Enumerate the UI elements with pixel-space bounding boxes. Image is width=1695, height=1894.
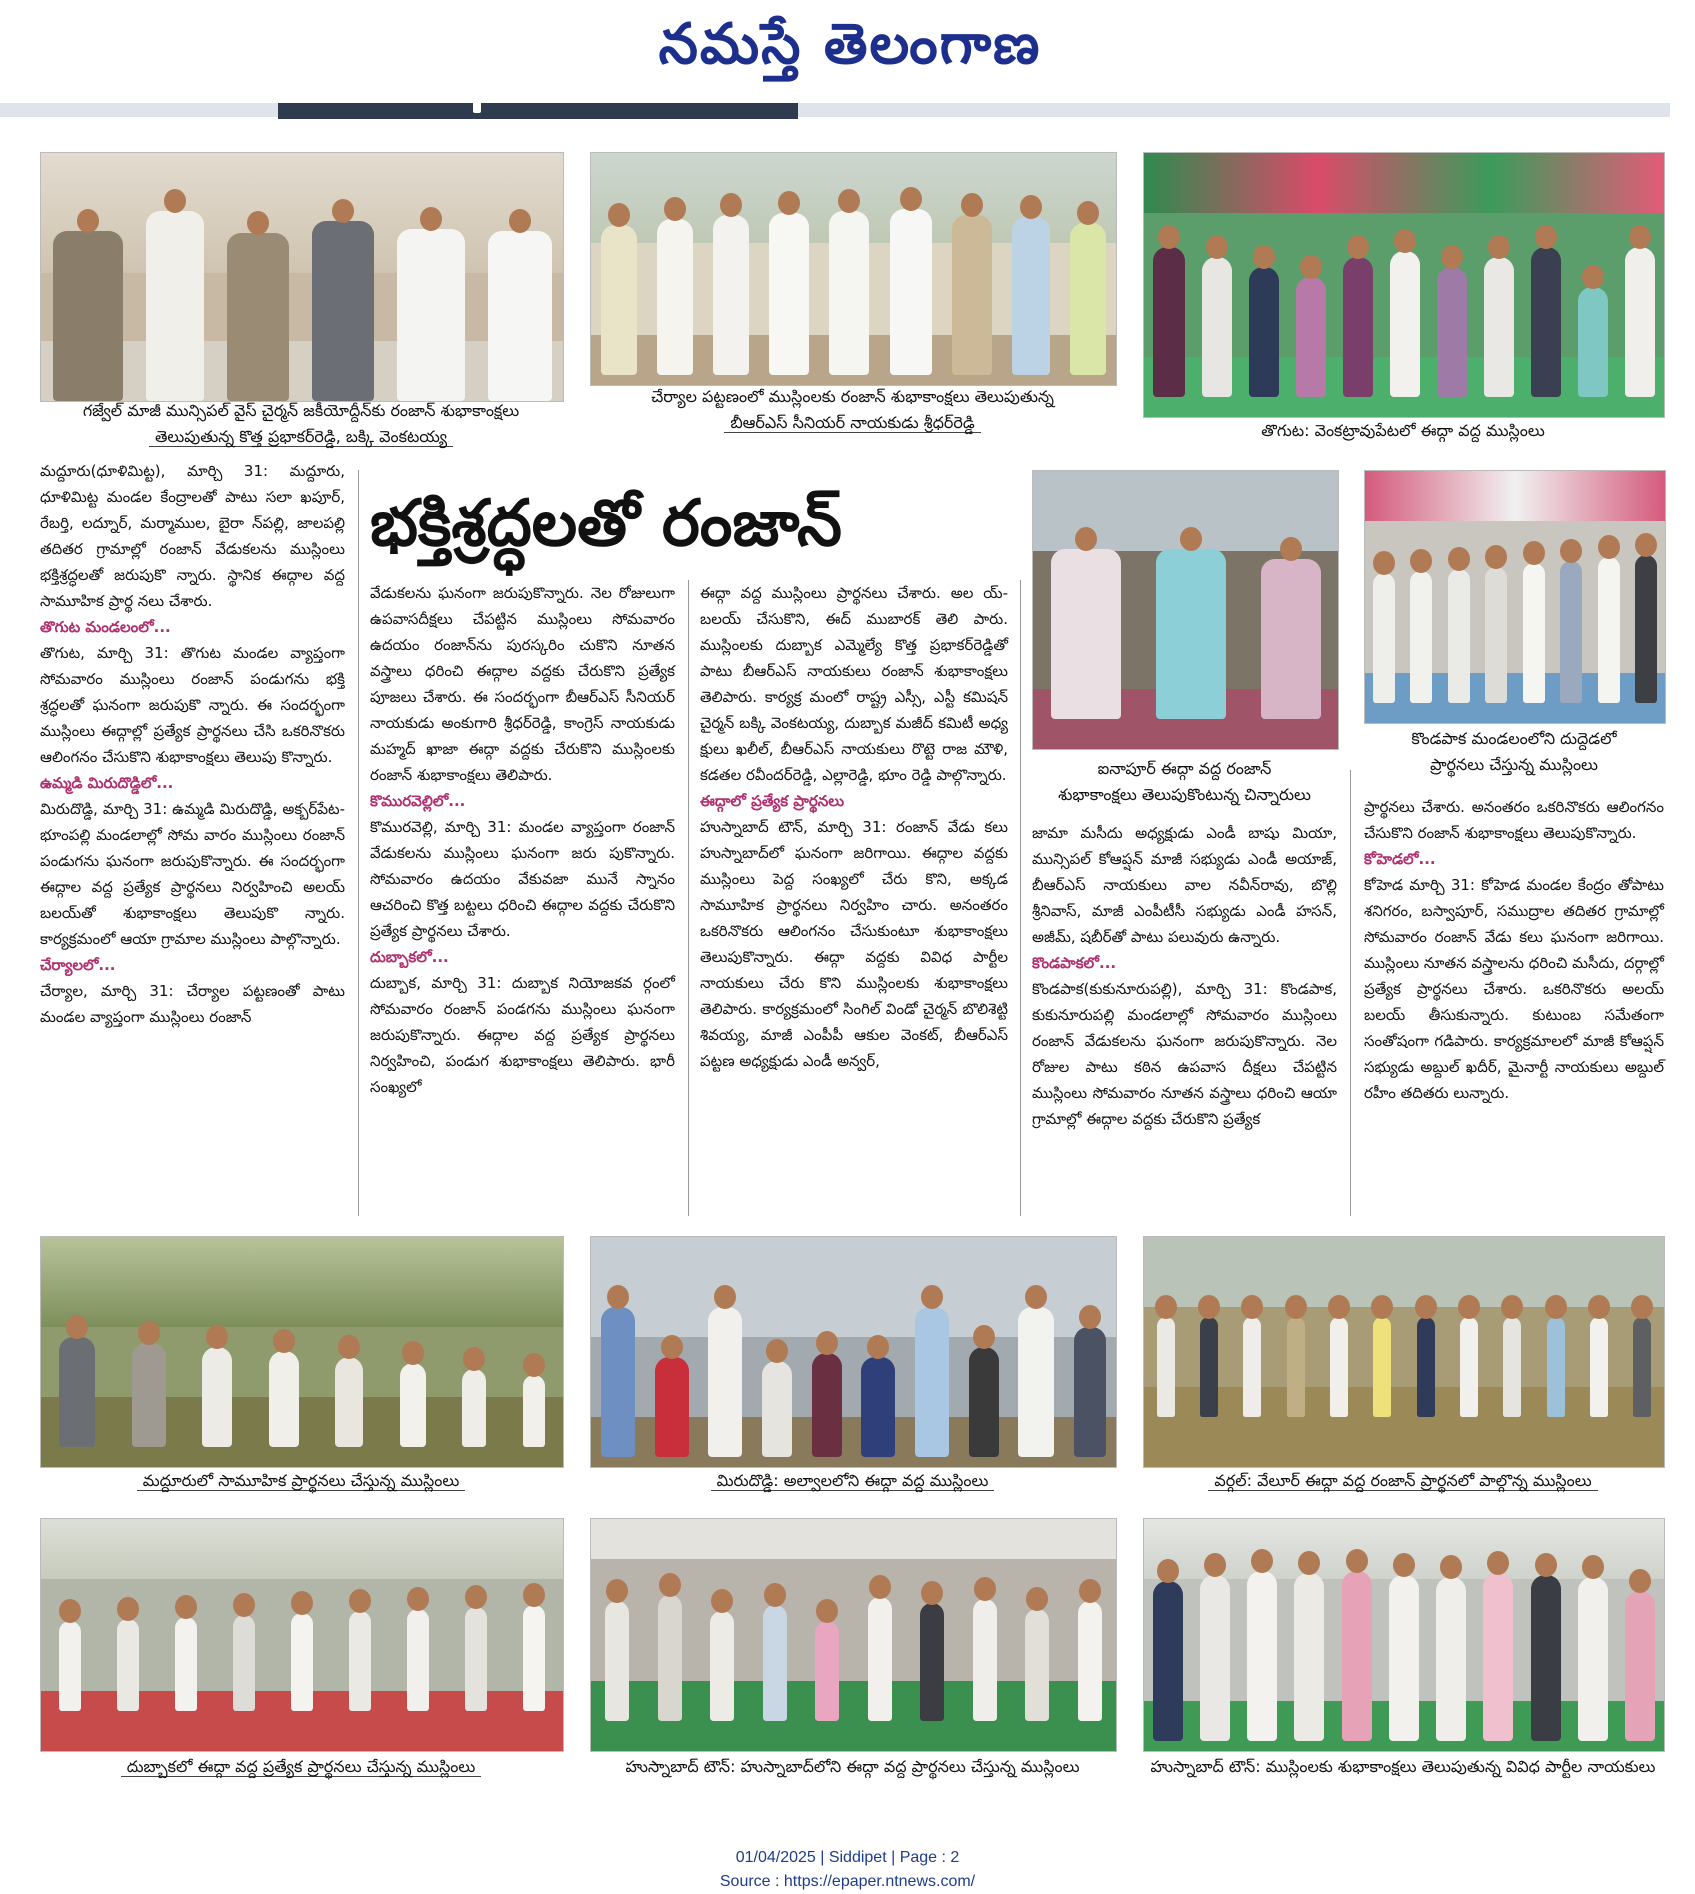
footer-source-link[interactable]: Source : https://epaper.ntnews.com/ xyxy=(719,1873,976,1890)
section-subhead: కోహెడలో... xyxy=(1364,850,1436,868)
photo-toguta-eidgah xyxy=(1143,152,1665,418)
article-paragraph: తొగుట, మార్చి 31: తొగుట మండల వ్యాప్తంగా సోమవారం ముస్లింలు రంజాన్ పండుగను భక్తి శ్రద్ధలతో ఘనంగా జరుపుకొ న్నారు. ఈ సందర్భంగా ముస్లింలు ఈద్గాల్లో ప్రత్యేక ప్రార్థనలు చేసి ఒకరినొకరు ఆలింగనం చేసుకొని శుభాకాంక్షలు తెలుపు కొన్నారు. xyxy=(40,644,345,766)
caption-dubbaka: దుబ్బాకలో ఈద్గా వద్ద ప్రత్యేక ప్రార్థనలు చేస్తున్న ముస్లింలు xyxy=(40,1754,562,1780)
article-paragraph: వేడుకలను ఘనంగా జరుపుకొన్నారు. నెల రోజులుగా ఉపవాసదీక్షలు చేపట్టిన ముస్లింలు సోమవారం ఉదయం రంజాన్‌ను పురస్కరిం చుకొని నూతన వస్త్రాలు ధరించి ఈద్గాల వద్దకు చేరుకొని ప్రత్యేక పూజలు చేశారు. ఈ సందర్భంగా బీఆర్‌ఎస్ సీనియర్ నాయకుడు అంకుగారి శ్రీధర్‌రెడ్డి, కాంగ్రెస్ నాయకుడు మహ్మద్ ఖాజా ఈద్గా వద్దకు చేరుకొని ముస్లింలకు రంజాన్ శుభాకాంక్షలు తెలిపారు. xyxy=(370,584,675,784)
article-paragraph: జామా మసీదు అధ్యక్షుడు ఎండీ బాషు మియా, మున్సిపల్ కోఆప్షన్ మాజీ సభ్యుడు ఎండీ అయాజ్, బీఆర్‌ఎస్ నాయకులు వాల నవీన్‌రావు, బొల్లి శ్రీనివాస్, మాజీ ఎంపీటీసీ సభ్యుడు ఎండీ హసన్, అజీమ్, షబీర్‌తో పాటు పలువురు ఉన్నారు. xyxy=(1032,824,1337,946)
photo-husnabad-eidgah xyxy=(590,1518,1117,1752)
masthead-logo: నమస్తే తెలంగాణ xyxy=(658,11,1042,77)
article-paragraph: చేర్యాల, మార్చి 31: చేర్యాల పట్టణంతో పాటు మండల వ్యాప్తంగా ముస్లింలు రంజాన్ xyxy=(40,982,345,1026)
column-divider xyxy=(688,580,689,1216)
photo-maddur-prayer xyxy=(40,1236,564,1468)
photo-duddeda-prayer xyxy=(1364,470,1666,724)
article-column-5 xyxy=(1364,794,1664,1214)
caption-duddeda: కొండపాక మండలంలోని దుద్దెడలో ప్రార్థనలు చేస్తున్న ముస్లింలు xyxy=(1411,729,1617,774)
article-column-1 xyxy=(40,458,345,1216)
article-column-2 xyxy=(370,580,675,1216)
column-divider xyxy=(358,470,359,1216)
caption-maddur: మద్దూరులో సామూహిక ప్రార్థనలు చేస్తున్న ముస్లింలు xyxy=(40,1468,562,1494)
article-paragraph: దుబ్బాక, మార్చి 31: దుబ్బాక నియోజకవ ర్గంలో సోమవారం రంజాన్ పండగను ముస్లింలు ఘనంగా జరుపుకొన్నారు. ఈద్గాల వద్ద ప్రత్యేక ప్రార్థనలు నిర్వహించి, పండుగ శుభాకాంక్షలు తెలిపారు. భారీ సంఖ్యలో xyxy=(370,974,675,1096)
photo-inapur-children xyxy=(1032,470,1339,750)
photo-dubbaka-prayer xyxy=(40,1518,564,1752)
header-rule xyxy=(0,103,1670,117)
photo-gajwel-greeting xyxy=(40,152,564,402)
caption-inapur: ఐనాపూర్ ఈద్గా వద్ద రంజాన్ శుభాకాంక్షలు తెలుపుకొంటున్న చిన్నారులు xyxy=(1058,759,1311,804)
photo-husnabad-leaders xyxy=(1143,1518,1665,1752)
caption-velur: వర్గల్: వేలూర్ ఈద్గా వద్ద రంజాన్ ప్రార్థనలో పాల్గొన్న ముస్లింలు xyxy=(1143,1468,1663,1494)
caption-husnabad-leaders: హుస్నాబాద్ టౌన్: ముస్లింలకు శుభాకాంక్షలు తెలుపుతున్న వివిధ పార్టీల నాయకులు xyxy=(1150,1757,1656,1776)
article-paragraph: ఈద్గా వద్ద ముస్లింలు ప్రార్థనలు చేశారు. అల య్-బలయ్ చేసుకొని, ఈద్ ముబారక్ తెలి పారు. ముస్లింలకు దుబ్బాక ఎమ్మెల్యే కొత్త ప్రభాకర్‌రెడ్డితో పాటు బీఆర్‌ఎస్ నాయకులు రంజాన్ శుభాకాంక్షలు తెలిపారు. కార్యక్ర మంలో రాష్ట్ర ఎస్సీ, ఎస్టీ కమిషన్ చైర్మన్ బక్కి వెంకటయ్య, దుబ్బాక మజీద్ కమిటీ అధ్య క్షులు ఖలీల్, బీఆర్‌ఎస్ నాయకులు రొట్టె రాజ మౌళి, కడతల రవీందర్‌రెడ్డి, ఎల్లారెడ్డి, భూం రెడ్డి పాల్గొన్నారు. xyxy=(700,584,1008,784)
caption-husnabad-prayer: హుస్నాబాద్ టౌన్: హుస్నాబాద్‌లోని ఈద్గా వద్ద ప్రార్థనలు చేస్తున్న ముస్లింలు xyxy=(625,1757,1080,1776)
article-column-3 xyxy=(700,580,1008,1216)
section-subhead: తొగుట మండలంలో... xyxy=(40,618,171,636)
article-paragraph: కొమురవెల్లి, మార్చి 31: మండల వ్యాప్తంగా రంజాన్ వేడుకలను ముస్లింలు ఘనంగా జరు పుకొన్నారు. సోమవారం ఉదయం వేకువజా మునే స్నానం ఆచరించి కొత్త బట్టలు ధరించి ఈద్గాల వద్దకు చేరుకొని ప్రత్యేక ప్రార్థనలు చేశారు. xyxy=(370,818,675,940)
caption-gajwel: గజ్వేల్ మాజీ మున్సిపల్ వైస్ చైర్మన్ జకీయోద్దీన్‌కు రంజాన్ శుభాకాంక్షలు తెలుపుతున్న కొత్త ప్రభాకర్‌రెడ్డి, బక్కి వెంకటయ్య xyxy=(82,401,520,446)
photo-velur-eidgah xyxy=(1143,1236,1665,1468)
section-subhead: ఉమ్మడి మిరుదొడ్డిలో... xyxy=(40,774,174,792)
main-headline: భక్తిశ్రద్ధలతో రంజాన్ xyxy=(370,486,842,561)
caption-toguta: తొగుట: వెంకట్రావుపేటలో ఈద్గా వద్ద ముస్లింలు xyxy=(1261,421,1545,440)
article-paragraph: మిరుదొడ్డి, మార్చి 31: ఉమ్మడి మిరుదొడ్డి, అక్బర్‌పేట-భూంపల్లి మండలాల్లో సోమ వారం ముస్లింలు రంజాన్ పండుగను ఘనంగా జరుపుకొన్నారు. ఈ సందర్భంగా ఈద్గాల వద్ద ప్రత్యేక ప్రార్థనలు నిర్వహించి అలయ్ బలయ్‌తో శుభాకాంక్షలు తెలుపుకొ న్నారు. కార్యక్రమంలో ఆయా గ్రామాల ముస్లింలు పాల్గొన్నారు. xyxy=(40,800,345,948)
header-band xyxy=(278,103,798,119)
section-subhead: కొమురవెల్లిలో... xyxy=(370,792,466,810)
article-paragraph: హుస్నాబాద్ టౌన్, మార్చి 31: రంజాన్ వేడు కలు హుస్నాబాద్‌లో ఘనంగా జరిగాయి. ఈద్గాల వద్దకు ముస్లింలు పెద్ద సంఖ్యలో చేరు కొని, అక్కడ సామూహిక ప్రార్థనలు నిర్వహిం చారు. అనంతరం ఒకరినొకరు ఆలింగనం చేసుకుంటూ శుభాకాంక్షలు తెలుపుకొన్నారు. ఈద్గా వద్దకు వివిధ పార్టీల నాయకులు చేరు కొని ముస్లింలకు శుభాకాంక్షలు తెలిపారు. కార్యక్రమంలో సింగిల్ విండో చైర్మన్ బొలిశెట్టి శివయ్య, మాజీ ఎంపీపీ ఆకుల వెంకట్, బీఆర్‌ఎస్ పట్టణ అధ్యక్షుడు ఎండీ అన్వర్, xyxy=(700,818,1008,1070)
page-footer xyxy=(0,1846,1695,1894)
column-divider xyxy=(1350,770,1351,1216)
caption-alwala: మిరుదొడ్డి: అల్వాలలోని ఈద్గా వద్ద ముస్లింలు xyxy=(590,1468,1115,1494)
column-divider xyxy=(1020,580,1021,1216)
article-column-4 xyxy=(1032,820,1337,1216)
article-paragraph: కొండపాక(కుకునూరుపల్లి), మార్చి 31: కొండపాక, కుకునూరుపల్లి మండలాల్లో సోమవారం ముస్లింలు రంజాన్ వేడుకలను ఘనంగా జరుపుకొన్నారు. నెల రోజుల పాటు కఠిన ఉపవాస దీక్షలు చేపట్టిన ముస్లింలు సోమవారం నూతన వస్త్రాలు ధరించి ఆయా గ్రామాల్లో ఈద్గాల వద్దకు చేరుకొని ప్రత్యేక xyxy=(1032,980,1337,1128)
footer-date-edition: 01/04/2025 | Siddipet | Page : 2 xyxy=(735,1849,960,1866)
article-paragraph: కోహెడ మార్చి 31: కోహెడ మండల కేంద్రం తోపాటు శనిగరం, బస్వాపూర్, సముద్రాల తదితర గ్రామాల్లో సోమవారం రంజాన్ వేడు కలు ఘనంగా జరిగాయి. ముస్లింలు నూతన వస్త్రాలను ధరించి మసీదు, దర్గాల్లో ప్రత్యేక ప్రార్థనలు చేశారు. ఒకరినొకరు అలయ్ బలయ్ తీసుకున్నారు. కుటుంబ సమేతంగా సంతోషంగా గడిపారు. కార్యక్రమాలలో మాజీ కోఆప్షన్ సభ్యుడు అబ్దుల్ ఖదీర్, మైనార్టీ నాయకులు అబ్దుల్ రహీం తదితరు లున్నారు. xyxy=(1364,876,1664,1102)
masthead xyxy=(0,0,1695,100)
section-subhead: కొండపాకలో... xyxy=(1032,954,1117,972)
article-paragraph: మద్దూరు(ధూళిమిట్ట), మార్చి 31: మద్దూరు, ధూళిమిట్ట మండల కేంద్రాలతో పాటు సలా ఖపూర్, రేబర్తి, లద్నూర్, మర్మాముల, బైరా న్‌పల్లి, జాలపల్లి తదితర గ్రామాల్లో రంజాన్ వేడుకలను ముస్లింలు భక్తిశ్రద్ధలతో జరుపుకొ న్నారు. స్థానిక ఈద్గాల వద్ద సామూహిక ప్రార్థ నలు చేశారు. xyxy=(40,462,345,610)
section-subhead: ఈద్గాలో ప్రత్యేక ప్రార్థనలు xyxy=(700,792,845,810)
article-paragraph: ప్రార్థనలు చేశారు. అనంతరం ఒకరినొకరు ఆలింగనం చేసుకొని రంజాన్ శుభాకాంక్షలు తెలుపుకొన్నారు. xyxy=(1364,798,1664,842)
photo-alwala-eidgah xyxy=(590,1236,1117,1468)
section-subhead: చేర్యాలలో... xyxy=(40,956,116,974)
photo-cheryala-greeting xyxy=(590,152,1117,386)
section-subhead: దుబ్బాకలో... xyxy=(370,948,449,966)
caption-cheryala: చేర్యాల పట్టణంలో ముస్లింలకు రంజాన్ శుభాకాంక్షలు తెలుపుతున్న బీఆర్‌ఎస్ సీనియర్ నాయకుడు శ్రీధర్‌రెడ్డి xyxy=(651,387,1054,432)
